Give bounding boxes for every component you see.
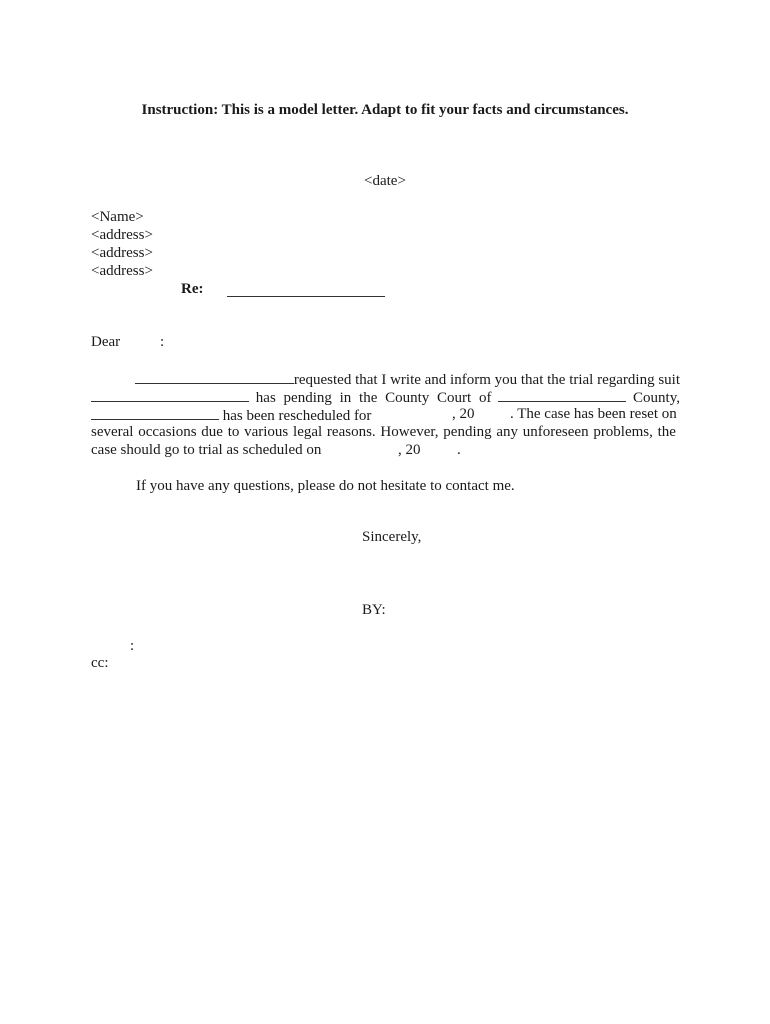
requester-blank [135, 369, 294, 384]
recipient-address-line-3: <address> [91, 263, 153, 279]
re-label: Re: [181, 281, 204, 297]
body-line-5 [91, 441, 680, 459]
cc-label: cc: [91, 655, 109, 671]
body-line-3-text-b: , 20 [452, 406, 475, 422]
body-line-5-text-b: , 20 [398, 442, 421, 458]
closing: Sincerely, [362, 529, 422, 545]
body-line-5-text-c: . [457, 442, 461, 458]
date-placeholder: <date> [364, 173, 406, 189]
by-label: BY: [362, 602, 386, 618]
body-line-3-text-c: . The case has been reset on [510, 406, 677, 422]
suit-blank [91, 387, 249, 402]
recipient-address-line-2: <address> [91, 245, 153, 261]
recipient-address-line-1: <address> [91, 227, 153, 243]
body-line-2-text-b: County, [633, 390, 680, 406]
body-line-5-text-a: case should go to trial as scheduled on [91, 442, 322, 458]
body-line-1-text: requested that I write and inform you that the trial regarding suit [293, 372, 680, 388]
plaintiff-blank [91, 405, 219, 420]
body-line-4 [91, 423, 680, 441]
enclosure-colon: : [130, 638, 135, 654]
body-line-1 [135, 369, 680, 389]
instruction-heading: Instruction: This is a model letter. Adapt to fit your facts and circumstances. [141, 102, 629, 118]
body-line-3 [91, 405, 680, 425]
body-line-4-text [91, 423, 680, 441]
body-line-3-text-a: has been rescheduled for [222, 408, 372, 424]
salutation: Dear [91, 334, 121, 350]
body-line-4-span: several occasions due to various legal reasons. However, pending any unforeseen problems, the [91, 424, 676, 440]
recipient-name: <Name> [91, 209, 144, 225]
county-blank [498, 387, 626, 402]
questions-paragraph: If you have any questions, please do not hesitate to contact me. [136, 478, 515, 494]
body-line-2 [91, 387, 680, 407]
re-blank-line [227, 296, 385, 297]
body-line-2-text-a: has pending in the County Court of [255, 390, 492, 406]
salutation-colon: : [160, 334, 165, 350]
